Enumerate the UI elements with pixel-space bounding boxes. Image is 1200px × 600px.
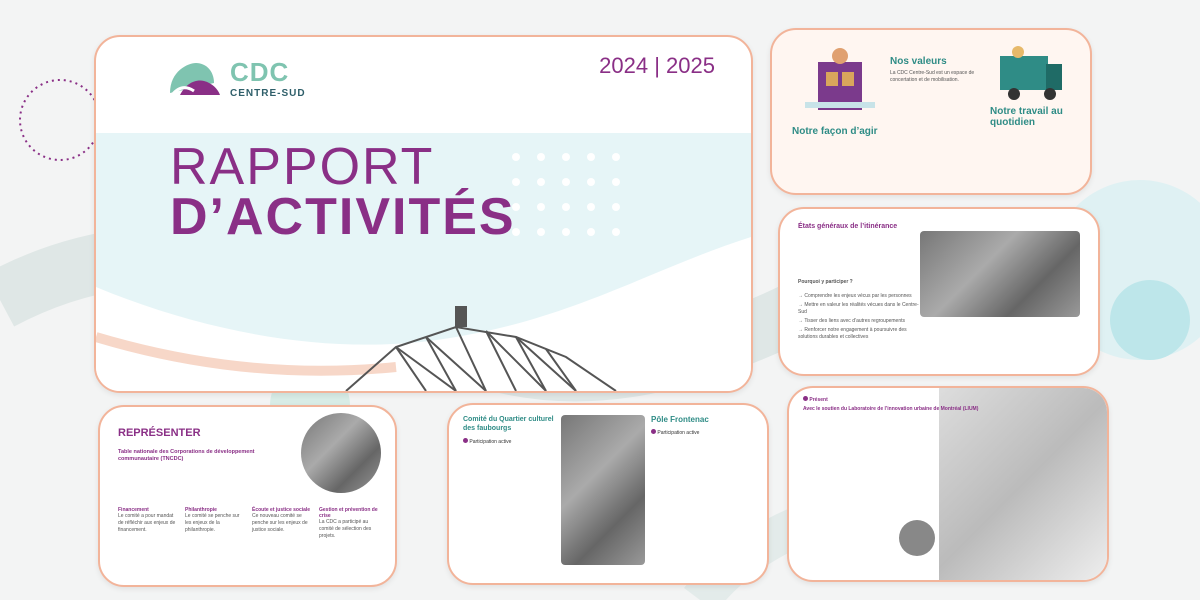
etats-bullet: → Mettre en valeur les réalités vécues dans le Centre-Sud (798, 302, 919, 315)
comite-tag (463, 438, 511, 445)
hands-drawing-photo (939, 388, 1107, 580)
illustration-shop (800, 42, 880, 122)
cdc-logo-icon (166, 57, 224, 99)
lab-heading: Avec le soutien du Laboratoire de l’innovation urbaine de Montréal (LIUM) (803, 406, 979, 412)
values-card (770, 28, 1092, 195)
etats-bullet: → Renforcer notre engagement à poursuivre des solutions durables et collectives (798, 327, 907, 340)
representer-column (252, 507, 313, 540)
team-photo (301, 413, 381, 493)
report-year: 2024 | 2025 (599, 53, 715, 78)
tag-dot-icon (463, 438, 468, 443)
logo-name: CDC (230, 57, 290, 87)
lab-card (787, 386, 1109, 582)
column-text: La CDC a participé au comité de sélection des projets. (319, 519, 372, 539)
tag-dot-icon (803, 396, 808, 401)
action-heading: Notre façon d’agir (792, 126, 878, 137)
etats-card (778, 207, 1100, 376)
column-text: Ce nouveau comité se penche sur les enjeux de justice sociale. (252, 513, 308, 533)
representer-column (118, 507, 179, 540)
lab-tag (803, 396, 828, 403)
tag-dot-icon (651, 429, 656, 434)
logo-subname: CENTRE-SUD (230, 88, 306, 99)
representer-subheading: Table nationale des Corporations de développement communautaire (TNCDC) (118, 449, 255, 462)
report-title-line1: RAPPORT (170, 138, 435, 196)
values-body: La CDC Centre-Sud est un espace de concertation et de mobilisation. (890, 70, 975, 83)
etats-bullet-list (798, 291, 920, 343)
illustration-van (990, 40, 1070, 110)
committee-photo (561, 415, 645, 565)
representer-card (98, 405, 397, 587)
representer-column (185, 507, 246, 540)
pole-heading: Pôle Frontenac (651, 415, 709, 424)
pole-tag-label: Participation active (657, 430, 700, 436)
pole-tag (651, 429, 699, 436)
lab-tag-label: Présent (809, 397, 828, 403)
comite-tag-label: Participation active (469, 439, 512, 445)
representer-column (319, 507, 380, 540)
column-title: Gestion et prévention de crise (319, 507, 378, 519)
etats-heading: États généraux de l’itinérance (798, 223, 898, 230)
group-photo (920, 231, 1080, 317)
etats-bullet: → Comprendre les enjeux vécus par les personnes (798, 293, 912, 299)
etats-subheading: Pourquoi y participer ? (798, 279, 853, 285)
values-heading: Nos valeurs (890, 56, 947, 67)
cover-card (94, 35, 753, 393)
column-text: Le comité a pour mandat de réfléchir aux enjeux de financement. (118, 513, 176, 533)
column-title: Philanthropie (185, 507, 217, 513)
representer-columns (118, 507, 380, 540)
comite-heading: Comité du Quartier culturel des faubourgs (463, 416, 554, 432)
daily-heading: Notre travail au quotidien (990, 106, 1063, 128)
report-title-line2: D’ACTIVITÉS (170, 188, 516, 246)
etats-bullet: → Tisser des liens avec d’autres regroupements (798, 318, 906, 324)
lab-avatar (899, 520, 935, 556)
column-title: Écoute et justice sociale (252, 507, 311, 513)
column-title: Financement (118, 507, 149, 513)
logo (166, 55, 326, 105)
representer-heading: REPRÉSENTER (118, 427, 201, 439)
comite-card (447, 403, 769, 585)
column-text: Le comité se penche sur les enjeux de la philanthropie. (185, 513, 240, 533)
